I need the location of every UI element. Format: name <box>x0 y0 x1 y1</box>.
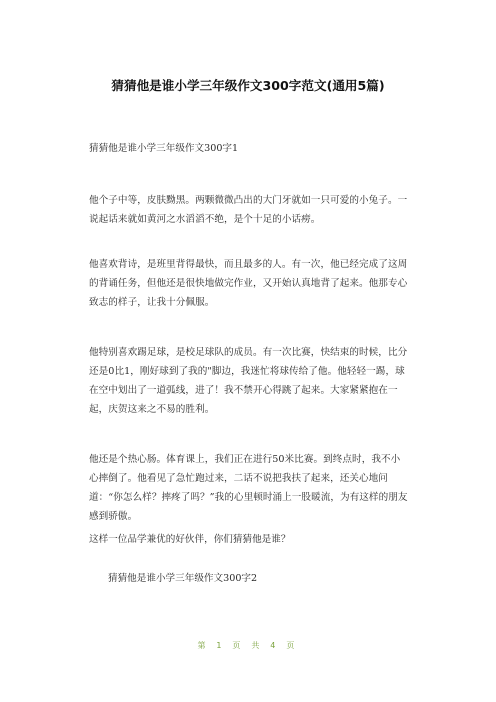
paragraph-4: 他还是个热心肠。体育课上，我们正在进行50米比赛。到终点时，我不小心摔倒了。他看见了急忙跑过来，二话不说把我扶了起来，还关心地问道：“你怎么样？摔疼了吗？”我的心里顿时涌上一股暖流，为有这样的朋友感到骄傲。 <box>89 454 408 522</box>
paragraph-3: 他特别喜欢踢足球，是校足球队的成员。有一次比赛，快结束的时候，比分还是0比1，刚好球到了我的"脚边，我迷忙将球传给了他。他轻轻一踢，球在空中划出了一道弧线，进了！我不禁开心得跳了起来。大家紧紧抱在一起，庆贺这来之不易的胜利。 <box>89 347 408 415</box>
paragraph-1: 他个子中等，皮肤黝黑。两颗微微凸出的大门牙就如一只可爱的小兔子。一说起话来就如黄河之水滔滔不绝，是个十足的小话痨。 <box>89 195 408 225</box>
page-number-footer: 第 1 页 共 4 页 <box>197 641 299 650</box>
essay-2-heading: 猜猜他是谁小学三年级作文300字2 <box>108 573 258 584</box>
paragraph-2: 他喜欢背诗，是班里背得最快，而且最多的人。有一次，他已经完成了这周的背诵任务，但他还是很快地做完作业，又开始认真地背了起来。他那专心致志的样子，让我十分佩服。 <box>89 259 408 308</box>
document-title: 猜猜他是谁小学三年级作文300字范文(通用5篇) <box>111 78 385 93</box>
paragraph-5: 这样一位品学兼优的好伙伴，你们猜猜他是谁？ <box>89 534 291 545</box>
essay-1-heading: 猜猜他是谁小学三年级作文300字1 <box>89 143 239 154</box>
